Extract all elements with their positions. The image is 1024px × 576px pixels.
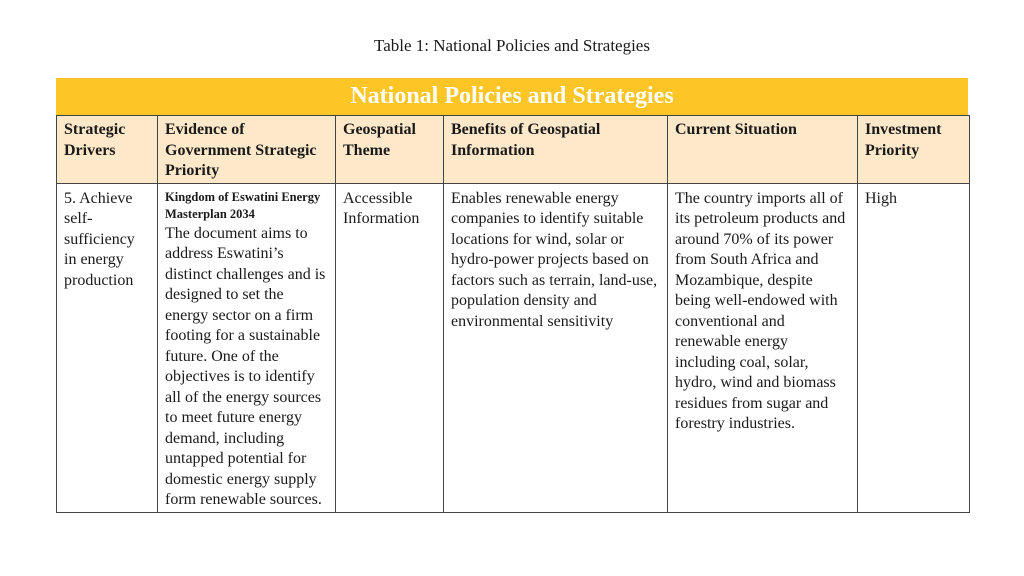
table-banner-title: National Policies and Strategies	[56, 78, 968, 115]
table-row	[57, 183, 970, 512]
cell-investment-priority: High	[858, 183, 970, 512]
policies-table	[56, 115, 970, 513]
header-current-situation: Current Situation	[668, 116, 858, 184]
header-strategic-drivers: Strategic Drivers	[57, 116, 158, 184]
cell-current-situation: The country imports all of its petroleum products and around 70% of its power from South Africa and Mozambique, despite being well-endowed with conventional and renewable energy including coal, solar, hydro, wind and biomass residues from sugar and forestry industries.	[668, 183, 858, 512]
table-header-row	[57, 116, 970, 184]
evidence-document-description: The document aims to address Eswatini’s distinct challenges and is designed to set the energy sector on a firm footing for a sustainable future. One of the objectives is to identify all of the energy sources to meet future energy demand, including untapped potential for domestic energy supply form renewable sources.	[165, 224, 326, 508]
table-caption: Table 1: National Policies and Strategies	[374, 36, 650, 55]
header-geospatial-theme: Geospatial Theme	[336, 116, 444, 184]
cell-benefits: Enables renewable energy companies to identify suitable locations for wind, solar or hydro-power projects based on factors such as terrain, land-use, population density and environmental sensitivity	[444, 183, 668, 512]
header-benefits-of-geospatial-information: Benefits of Geospatial Information	[444, 116, 668, 184]
evidence-document-title: Kingdom of Eswatini Energy Masterplan 2034	[165, 189, 321, 221]
header-investment-priority: Investment Priority	[858, 116, 970, 184]
cell-strategic-driver: 5. Achieve self-sufficiency in energy production	[57, 183, 158, 512]
header-evidence-of-government-strategic-priority: Evidence of Government Strategic Priority	[158, 116, 336, 184]
cell-geospatial-theme: Accessible Information	[336, 183, 444, 512]
cell-evidence	[158, 183, 336, 512]
